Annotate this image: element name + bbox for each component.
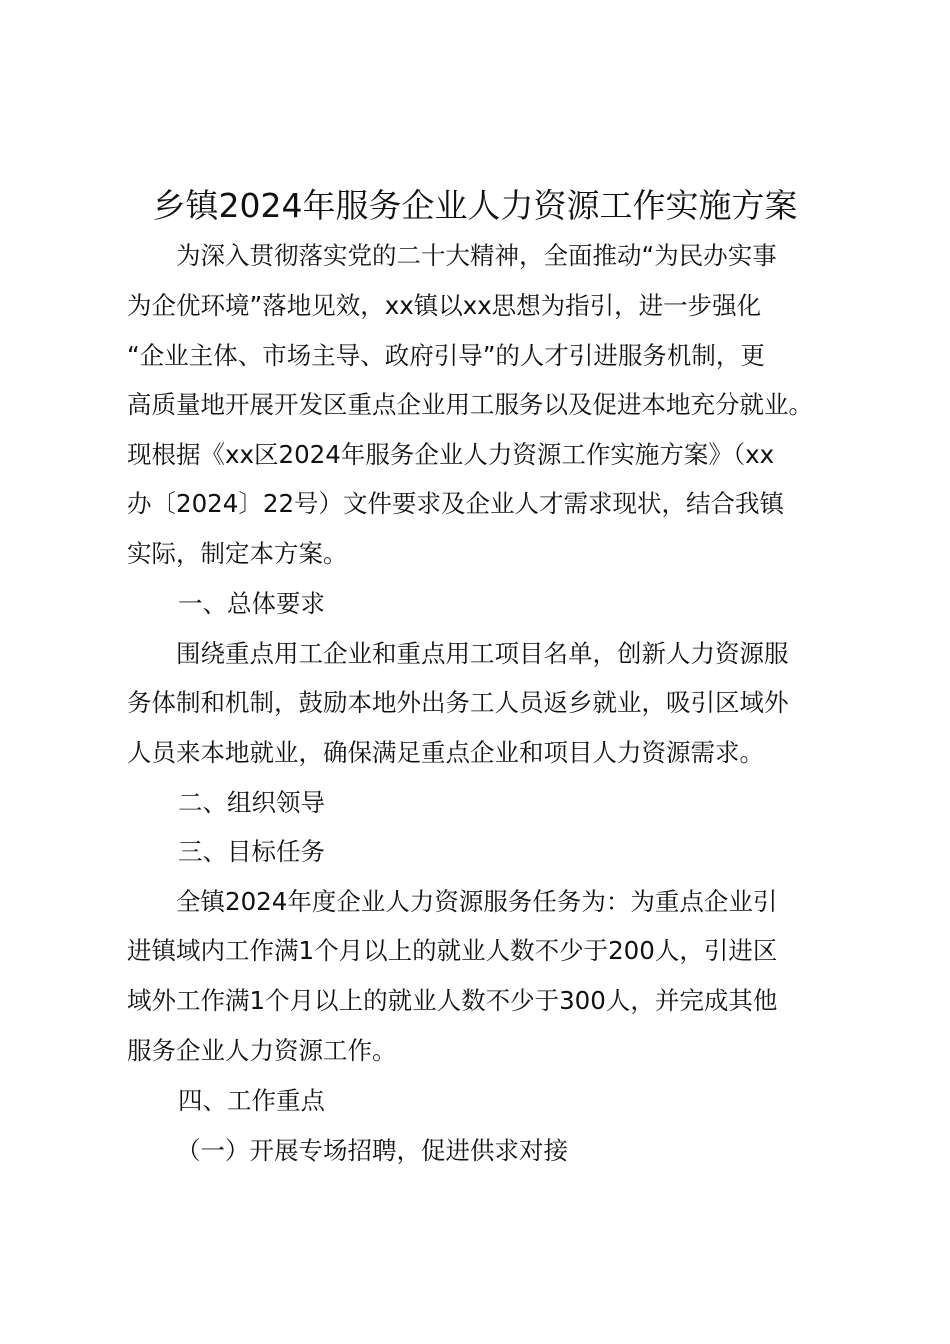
- section-heading-general-requirements: 一、总体要求: [178, 589, 325, 618]
- paragraph-intro-line: 高质量地开展开发区重点企业用工服务以及促进本地充分就业。: [127, 390, 813, 419]
- paragraph-intro-line: “企业主体、市场主导、政府引导”的人才引进服务机制，更: [127, 341, 765, 370]
- paragraph-requirements-line: 人员来本地就业，确保满足重点企业和项目人力资源需求。: [127, 738, 764, 767]
- paragraph-intro-line: 为企优环境”落地见效，xx镇以xx思想为指引，进一步强化: [127, 291, 762, 320]
- paragraph-requirements-line: 围绕重点用工企业和重点用工项目名单，创新人力资源服: [176, 639, 789, 668]
- paragraph-targets-line: 进镇域内工作满1个月以上的就业人数不少于200人，引进区: [127, 936, 778, 965]
- paragraph-targets-line: 域外工作满1个月以上的就业人数不少于300人，并完成其他: [127, 986, 778, 1015]
- section-heading-work-focus: 四、工作重点: [178, 1086, 325, 1115]
- document-title: 乡镇2024年服务企业人力资源工作实施方案: [152, 186, 798, 225]
- section-heading-targets: 三、目标任务: [178, 837, 325, 866]
- paragraph-targets-line: 服务企业人力资源工作。: [127, 1036, 397, 1065]
- paragraph-intro-line: 为深入贯彻落实党的二十大精神，全面推动“为民办实事: [176, 241, 777, 270]
- paragraph-targets-line: 全镇2024年度企业人力资源服务任务为：为重点企业引: [176, 887, 778, 916]
- paragraph-intro-line: 现根据《xx区2024年服务企业人力资源工作实施方案》（xx: [127, 440, 775, 469]
- subsection-heading-recruitment: （一）开展专场招聘，促进供求对接: [176, 1136, 568, 1165]
- paragraph-intro-line: 办〔2024〕22号）文件要求及企业人才需求现状，结合我镇: [127, 489, 785, 518]
- paragraph-intro-line: 实际，制定本方案。: [127, 539, 348, 568]
- section-heading-organization: 二、组织领导: [178, 788, 325, 817]
- paragraph-requirements-line: 务体制和机制，鼓励本地外出务工人员返乡就业，吸引区域外: [127, 688, 789, 717]
